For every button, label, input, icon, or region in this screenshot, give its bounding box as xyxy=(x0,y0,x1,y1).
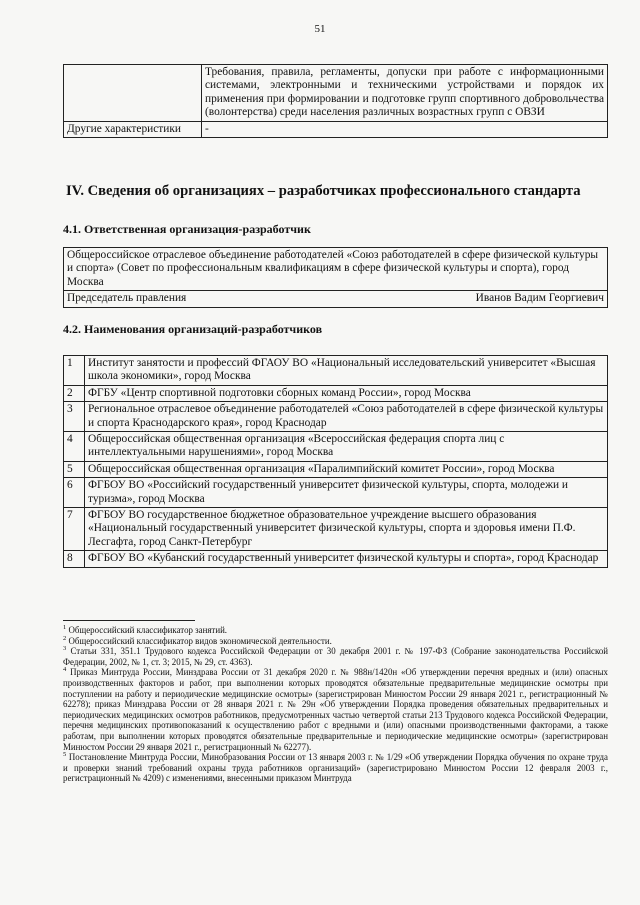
developers-table xyxy=(63,355,608,568)
footnote: $^4$ Приказ Минтруда России, Минздрава России от 31 декабря 2020 г. № 988н/1420н «Об утверждении перечня вредных и (или) опасных производственных факторов и работ, при выполнении которых проводятся обязательные предварительные медицинские осмотры при поступлении на работу и периодические медицинские осмотры» (зарегистрирован Минюстом России 29 января 2021 г., регистрационный № 62278); приказ Минздрава России от 28 января 2021 г. № 29н «Об утверждении Порядка проведения обязательных предварительных и периодических медицинских осмотров работников, предусмотренных частью четвертой статьи 213 Трудового кодекса Российской Федерации, перечня медицинских противопоказаний к осуществлению работ с вредными и (или) опасными производственными факторами, а также работам, при выполнении которых проводятся обязательные предварительные и периодические медицинские осмотры» (зарегистрирован Минюстом России 29 января 2021 г., регистрационный № 62277). xyxy=(63,666,608,752)
requirements-cell: Требования, правила, регламенты, допуски при работе с информационными системами, электронными и техническими устройствами и порядок их применения при формировании и подготовке групп спортивного добровольчества (волонтерства) среди населения различных возрастных групп с ОВЗИ xyxy=(202,65,608,122)
row-number: 7 xyxy=(64,508,85,551)
org-name: ФГБОУ ВО «Кубанский государственный университет физической культуры и спорта», город Краснодар xyxy=(85,551,608,567)
table-row xyxy=(64,508,608,551)
org-name: ФГБУ «Центр спортивной подготовки сборных команд России», город Москва xyxy=(85,385,608,401)
org-name: Общероссийская общественная организация «Всероссийская федерация спорта лиц с интеллектуальными нарушениями», город Москва xyxy=(85,432,608,462)
footnote-divider xyxy=(63,620,195,621)
row-number: 3 xyxy=(64,402,85,432)
table-row xyxy=(64,356,608,386)
other-characteristics-value: - xyxy=(202,121,608,137)
table-row xyxy=(64,402,608,432)
chair-row xyxy=(67,292,604,305)
footnote: $^1$ Общероссийский классификатор занятий. xyxy=(63,624,228,635)
characteristics-table xyxy=(63,64,608,138)
org-name: ФГБОУ ВО государственное бюджетное образовательное учреждение высшего образования «Национальный государственный университет физической культуры, спорта и здоровья имени П.Ф. Лесгафта, город Санкт-Петербург xyxy=(85,508,608,551)
table-row xyxy=(64,385,608,401)
table-row xyxy=(64,478,608,508)
footnotes xyxy=(63,625,608,784)
footnote: $^3$ Статьи 331, 351.1 Трудового кодекса Российской Федерации от 30 декабря 2001 г. № 197-ФЗ (Собрание законодательства Российской Федерации, 2002, № 1, ст. 3; 2015, № 29, ст. 4363). xyxy=(63,645,609,667)
row-number: 1 xyxy=(64,356,85,386)
footnote: $^2$ Общероссийский классификатор видов экономической деятельности. xyxy=(63,634,332,646)
responsible-heading: 4.1. Ответственная организация-разработчик xyxy=(63,222,311,236)
table-cell xyxy=(64,65,202,122)
table-row xyxy=(64,432,608,462)
page-number: 51 xyxy=(314,23,326,35)
row-number: 6 xyxy=(64,478,85,508)
footnote: $^5$ Постановление Минтруда России, Минобразования России от 13 января 2003 г. № 1/29 «Об утверждении Порядка обучения по охране труда и проверки знаний требований охраны труда работников организаций» (зарегистрировано Минюстом России 12 февраля 2003 г., регистрационный № 4209) с изменениями, внесенными приказом Минтруда xyxy=(63,751,608,784)
other-characteristics-label: Другие характеристики xyxy=(64,121,202,137)
org-name: Региональное отраслевое объединение работодателей «Союз работодателей в сфере физической культуры и спорта Краснодарского края», город Краснодар xyxy=(85,402,608,432)
section-title: IV. Сведения об организациях – разработчиках профессионального стандарта xyxy=(66,183,581,199)
row-number: 2 xyxy=(64,385,85,401)
developers-heading: 4.2. Наименования организаций-разработчиков xyxy=(63,322,323,336)
org-name: Общероссийская общественная организация «Паралимпийский комитет России», город Москва xyxy=(85,461,608,477)
row-number: 8 xyxy=(64,551,85,567)
org-name: ФГБОУ ВО «Российский государственный университет физической культуры, спорта, молодежи и туризма», город Москва xyxy=(85,478,608,508)
chair-name: Иванов Вадим Георгиевич xyxy=(475,292,604,305)
org-name: Институт занятости и профессий ФГАОУ ВО «Национальный исследовательский университет «Высшая школа экономики», город Москва xyxy=(85,356,608,386)
responsible-org-box xyxy=(63,247,608,308)
row-number: 5 xyxy=(64,461,85,477)
table-row xyxy=(64,461,608,477)
table-row xyxy=(64,551,608,567)
responsible-org-name: Общероссийское отраслевое объединение работодателей «Союз работодателей в сфере физической культуры и спорта» (Совет по профессиональным квалификациям в сфере физической культуры и спорта), город Москва xyxy=(64,248,608,291)
row-number: 4 xyxy=(64,432,85,462)
chair-label: Председатель правления xyxy=(67,292,187,305)
